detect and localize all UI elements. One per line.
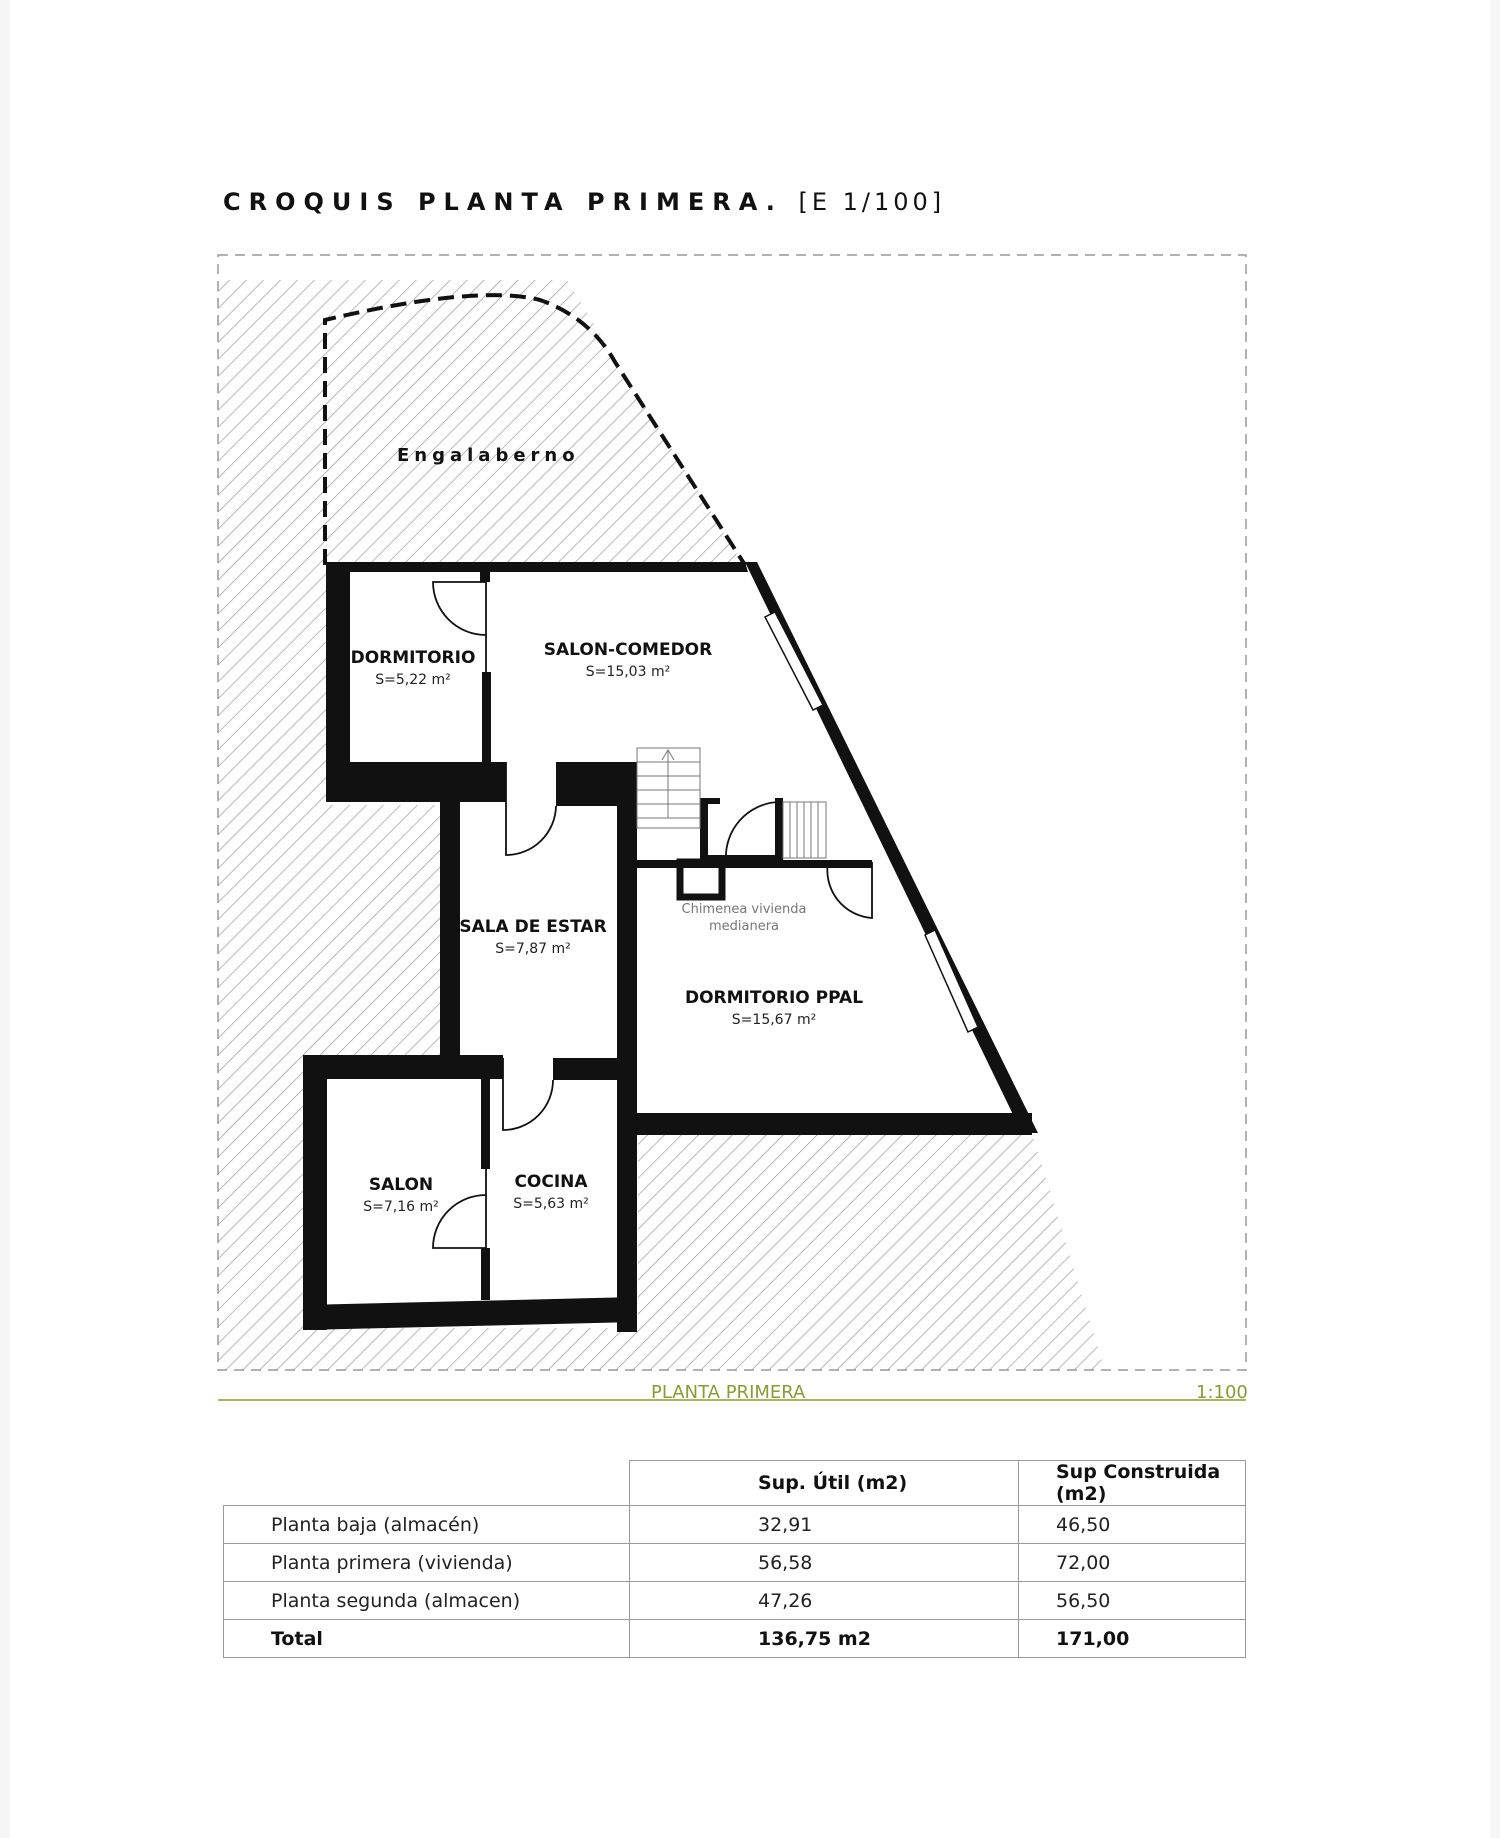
table-header-construida: Sup Construida (m2) xyxy=(1019,1461,1246,1506)
door-dormitorio xyxy=(433,582,486,635)
table-total-construida: 171,00 xyxy=(1019,1620,1246,1658)
room-salon xyxy=(363,1175,439,1215)
room-area: S=7,87 m² xyxy=(495,941,571,957)
table-total-row xyxy=(224,1620,1246,1658)
footer-label: PLANTA PRIMERA xyxy=(651,1382,806,1403)
table-cell-construida: 72,00 xyxy=(1019,1544,1246,1582)
title-scale: [E 1/100] xyxy=(798,188,946,216)
room-name: SALON-COMEDOR xyxy=(543,640,713,660)
room-name: SALON xyxy=(368,1175,434,1195)
room-area: S=7,16 m² xyxy=(363,1199,439,1215)
door-stair xyxy=(726,802,778,860)
room-name: SALA DE ESTAR xyxy=(459,917,607,937)
area-table xyxy=(223,1460,1246,1658)
table-cell-util: 47,26 xyxy=(630,1582,1019,1620)
room-name: COCINA xyxy=(514,1172,588,1192)
table-cell-util: 56,58 xyxy=(630,1544,1019,1582)
title-main: CROQUIS PLANTA PRIMERA. xyxy=(223,188,783,216)
room-name: DORMITORIO PPAL xyxy=(684,988,864,1008)
door-salon xyxy=(433,1169,486,1248)
door-sala-estar xyxy=(506,762,556,855)
table-header-row xyxy=(224,1461,1246,1506)
room-cocina xyxy=(513,1172,589,1212)
table-cell-construida: 56,50 xyxy=(1019,1582,1246,1620)
table-header-blank xyxy=(224,1461,630,1506)
table-header-util: Sup. Útil (m2) xyxy=(630,1461,1019,1506)
chimney-note-line2: medianera xyxy=(708,919,780,934)
footer-scale: 1:100 xyxy=(1196,1382,1248,1403)
room-dormitorio-ppal xyxy=(685,988,863,1028)
table-cell-floor: Planta segunda (almacen) xyxy=(224,1582,630,1620)
table-row xyxy=(224,1544,1246,1582)
room-area: S=5,63 m² xyxy=(513,1196,589,1212)
hatched-left-top xyxy=(218,280,1105,1370)
table-total-label: Total xyxy=(224,1620,630,1658)
table-total-util: 136,75 m2 xyxy=(630,1620,1019,1658)
table-row xyxy=(224,1506,1246,1544)
door-dormitorio-ppal xyxy=(827,862,872,918)
table-cell-construida: 46,50 xyxy=(1019,1506,1246,1544)
room-name: DORMITORIO xyxy=(350,648,476,668)
door-cocina xyxy=(503,1058,553,1130)
room-area: S=15,67 m² xyxy=(731,1012,817,1028)
table-cell-floor: Planta primera (vivienda) xyxy=(224,1544,630,1582)
room-salon-comedor xyxy=(544,640,712,680)
chimney-note-line1: Chimenea vivienda xyxy=(681,902,807,917)
room-area: S=5,22 m² xyxy=(375,672,451,688)
table-cell-floor: Planta baja (almacén) xyxy=(224,1506,630,1544)
neighbor-label: Engalaberno xyxy=(397,445,580,466)
stairs xyxy=(637,748,826,858)
table-row xyxy=(224,1582,1246,1620)
room-area: S=15,03 m² xyxy=(585,664,671,680)
table-cell-util: 32,91 xyxy=(630,1506,1019,1544)
room-sala-de-estar xyxy=(459,917,606,957)
room-dormitorio xyxy=(351,648,476,688)
